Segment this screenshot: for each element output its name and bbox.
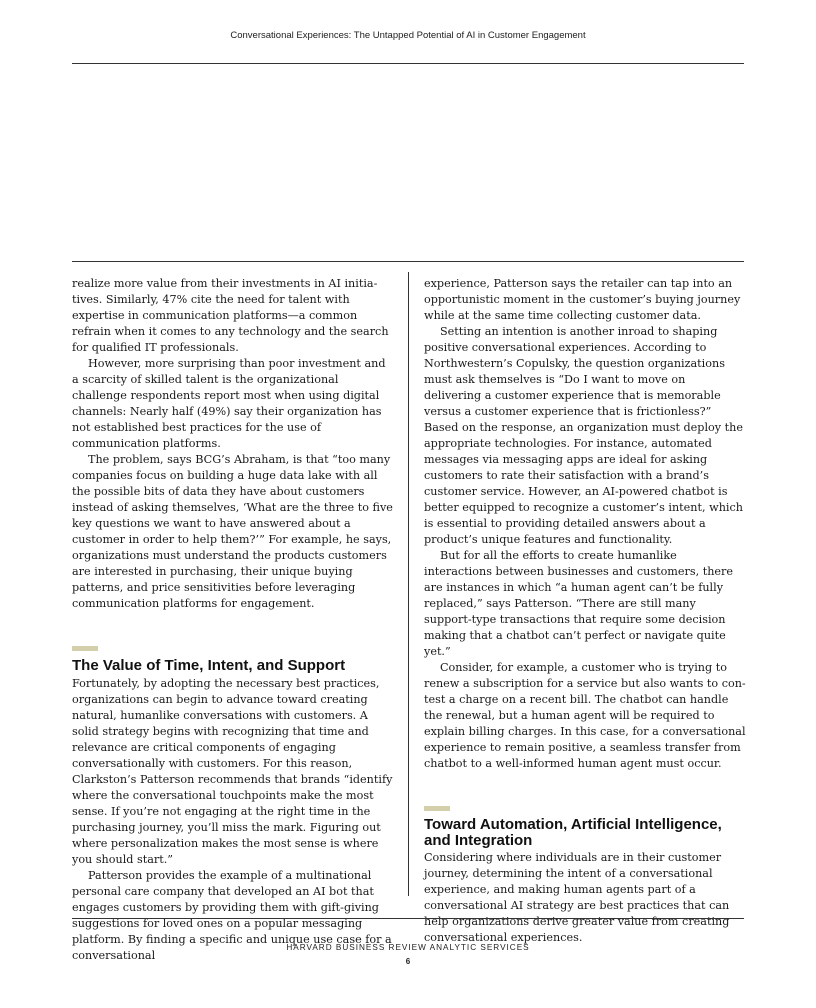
header-rule bbox=[72, 63, 744, 64]
body-paragraph: Setting an intention is another inroad to shaping positive conversational experiences. According to Northwestern’s Copulsky, the question organizations must ask themselves is “Do I want to move on delivering a customer experience that is memorable versus a customer experience that is frictionless?” Based on the response, an organization must deploy the appropriate technologies. For instance, automated messages via messaging apps are ideal for asking customers to rate their satisfaction with a brand’s customer service. However, an AI-powered chatbot is better equipped to recognize a customer’s intent, which is essential to providing detailed answers about a product’s unique features and functionality. bbox=[424, 325, 743, 546]
body-paragraph: realize more value from their investments in AI initiatives. Similarly, 47% cite the need for talent with expertise in communication platforms—a common refrain when it comes to any technology and the search for qualified IT professionals. bbox=[72, 277, 389, 354]
section-heading: Toward Automation, Artificial Intelligence, and Integration bbox=[424, 816, 722, 849]
body-paragraph: experience, Patterson says the retailer can tap into an opportunistic moment in the customer’s buying journey while at the same time collecting customer data. bbox=[424, 277, 741, 322]
right-column bbox=[424, 276, 746, 946]
section-marker bbox=[424, 806, 450, 811]
content-top-rule bbox=[72, 261, 744, 262]
footer-rule bbox=[72, 918, 744, 919]
body-paragraph: However, more surprising than poor investment and a scarcity of skilled talent is the organizational challenge respondents report most when using digital channels: Nearly half (49%) say their organization has not established best practices for the use of communication platforms. bbox=[72, 357, 386, 450]
body-paragraph: The problem, says BCG’s Abraham, is that “too many companies focus on building a huge data lake with all the possible bits of data they have about customers instead of asking themselves, ‘What are the three to five key questions we want to have answered about a customer in order to help them?’” For example, he says, organizations must understand the products customers are interested in purchasing, their unique buying patterns, and price sensitivities before leveraging communication platforms for engagement. bbox=[72, 453, 393, 610]
body-paragraph: Patterson provides the example of a multinational personal care company that developed an AI bot that engages customers by providing them with gift-giving suggestions for loved ones on a popular messaging platform. By finding a specific and unique use case for a conversational bbox=[72, 869, 392, 962]
column-divider bbox=[408, 272, 409, 896]
page-number: 6 bbox=[405, 957, 411, 966]
body-paragraph: Fortunately, by adopting the necessary best practices, organizations can begin to advance toward creating natural, humanlike conversations with customers. A solid strategy begins with recognizing that time and relevance are critical components of engaging conversationally with customers. For this reason, Clarkston’s Patterson recommends that brands “identify where the conversational touchpoints make the most sense. If you’re not engaging at the right time in the purchasing journey, you’ll miss the mark. Figuring out where personalization makes the most sense is where you should start.” bbox=[72, 677, 393, 866]
left-column bbox=[72, 276, 394, 964]
section-marker bbox=[72, 646, 98, 651]
footer-organization: HARVARD BUSINESS REVIEW ANALYTIC SERVICES bbox=[286, 943, 530, 952]
running-header: Conversational Experiences: The Untapped Potential of AI in Customer Engagement bbox=[230, 30, 586, 41]
body-paragraph: Considering where individuals are in their customer journey, determining the intent of a conversational experience, and making human agents part of a conversational AI strategy are best practices that can help organizations derive greater value from creating conversational experiences. bbox=[424, 851, 730, 944]
body-paragraph: But for all the efforts to create humanlike interactions between businesses and customers, there are instances in which “a human agent can’t be fully replaced,” says Patterson. “There are still many support-type transactions that require some decision making that a chatbot can’t perfect or navigate quite yet.” bbox=[424, 549, 734, 658]
section-heading: The Value of Time, Intent, and Support bbox=[72, 657, 346, 674]
body-paragraph: Consider, for example, a customer who is trying to renew a subscription for a service but also wants to contest a charge on a recent bill. The chatbot can handle the renewal, but a human agent will be required to explain billing charges. In this case, for a conversational experience to remain positive, a seamless transfer from chatbot to a well-informed human agent must occur. bbox=[424, 661, 746, 770]
